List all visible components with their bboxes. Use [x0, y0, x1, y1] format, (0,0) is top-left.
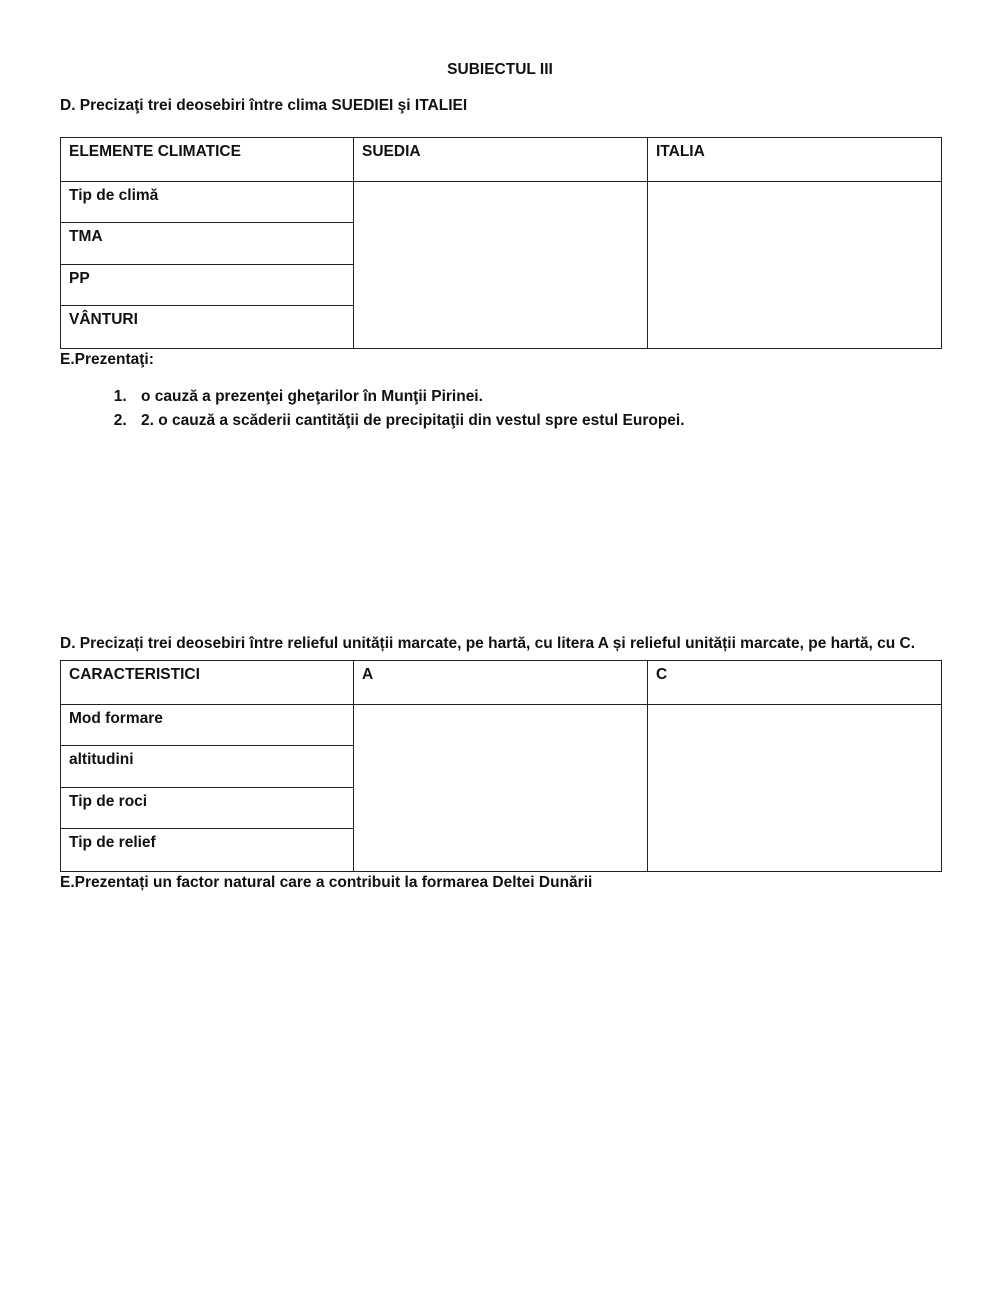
relief-table — [60, 660, 942, 872]
answer-cell-italia[interactable] — [648, 182, 942, 349]
question-list — [60, 385, 931, 433]
section2-heading: E.Prezentaţi: — [60, 351, 154, 368]
answer-cell-suedia[interactable] — [354, 182, 648, 349]
header-cell: CARACTERISTICI — [61, 661, 354, 705]
row-label: VÂNTURI — [61, 306, 354, 349]
header-cell: A — [354, 661, 648, 705]
answer-cell-a[interactable] — [354, 705, 648, 872]
table-header-row — [61, 138, 942, 182]
list-item: 2. 2. o cauză a scăderii cantităţii de precipitaţii din vestul spre estul Europei. — [131, 409, 931, 433]
section1-heading: D. Precizaţi trei deosebiri între clima SUEDIEI şi ITALIEI — [60, 97, 468, 114]
header-cell: ELEMENTE CLIMATICE — [61, 138, 354, 182]
section4-heading: E.Prezentați un factor natural care a contribuit la formarea Deltei Dunării — [60, 874, 593, 891]
table-row — [61, 705, 942, 746]
row-label: Tip de climă — [61, 182, 354, 223]
header-cell: C — [648, 661, 942, 705]
row-label: PP — [61, 265, 354, 306]
list-item: 1. o cauză a prezenţei gheţarilor în Munţii Pirinei. — [131, 385, 931, 409]
header-cell: SUEDIA — [354, 138, 648, 182]
header-cell: ITALIA — [648, 138, 942, 182]
answer-cell-c[interactable] — [648, 705, 942, 872]
climate-table — [60, 137, 942, 349]
row-label: TMA — [61, 223, 354, 265]
section3-heading: D. Precizați trei deosebiri între relieful unității marcate, pe hartă, cu litera A și relieful unității marcate, pe hartă, cu C. — [60, 635, 916, 652]
row-label: Mod formare — [61, 705, 354, 746]
row-label: Tip de roci — [61, 788, 354, 829]
page-title: SUBIECTUL III — [447, 61, 553, 78]
table-header-row — [61, 661, 942, 705]
row-label: altitudini — [61, 746, 354, 788]
row-label: Tip de relief — [61, 829, 354, 872]
table-row — [61, 182, 942, 223]
